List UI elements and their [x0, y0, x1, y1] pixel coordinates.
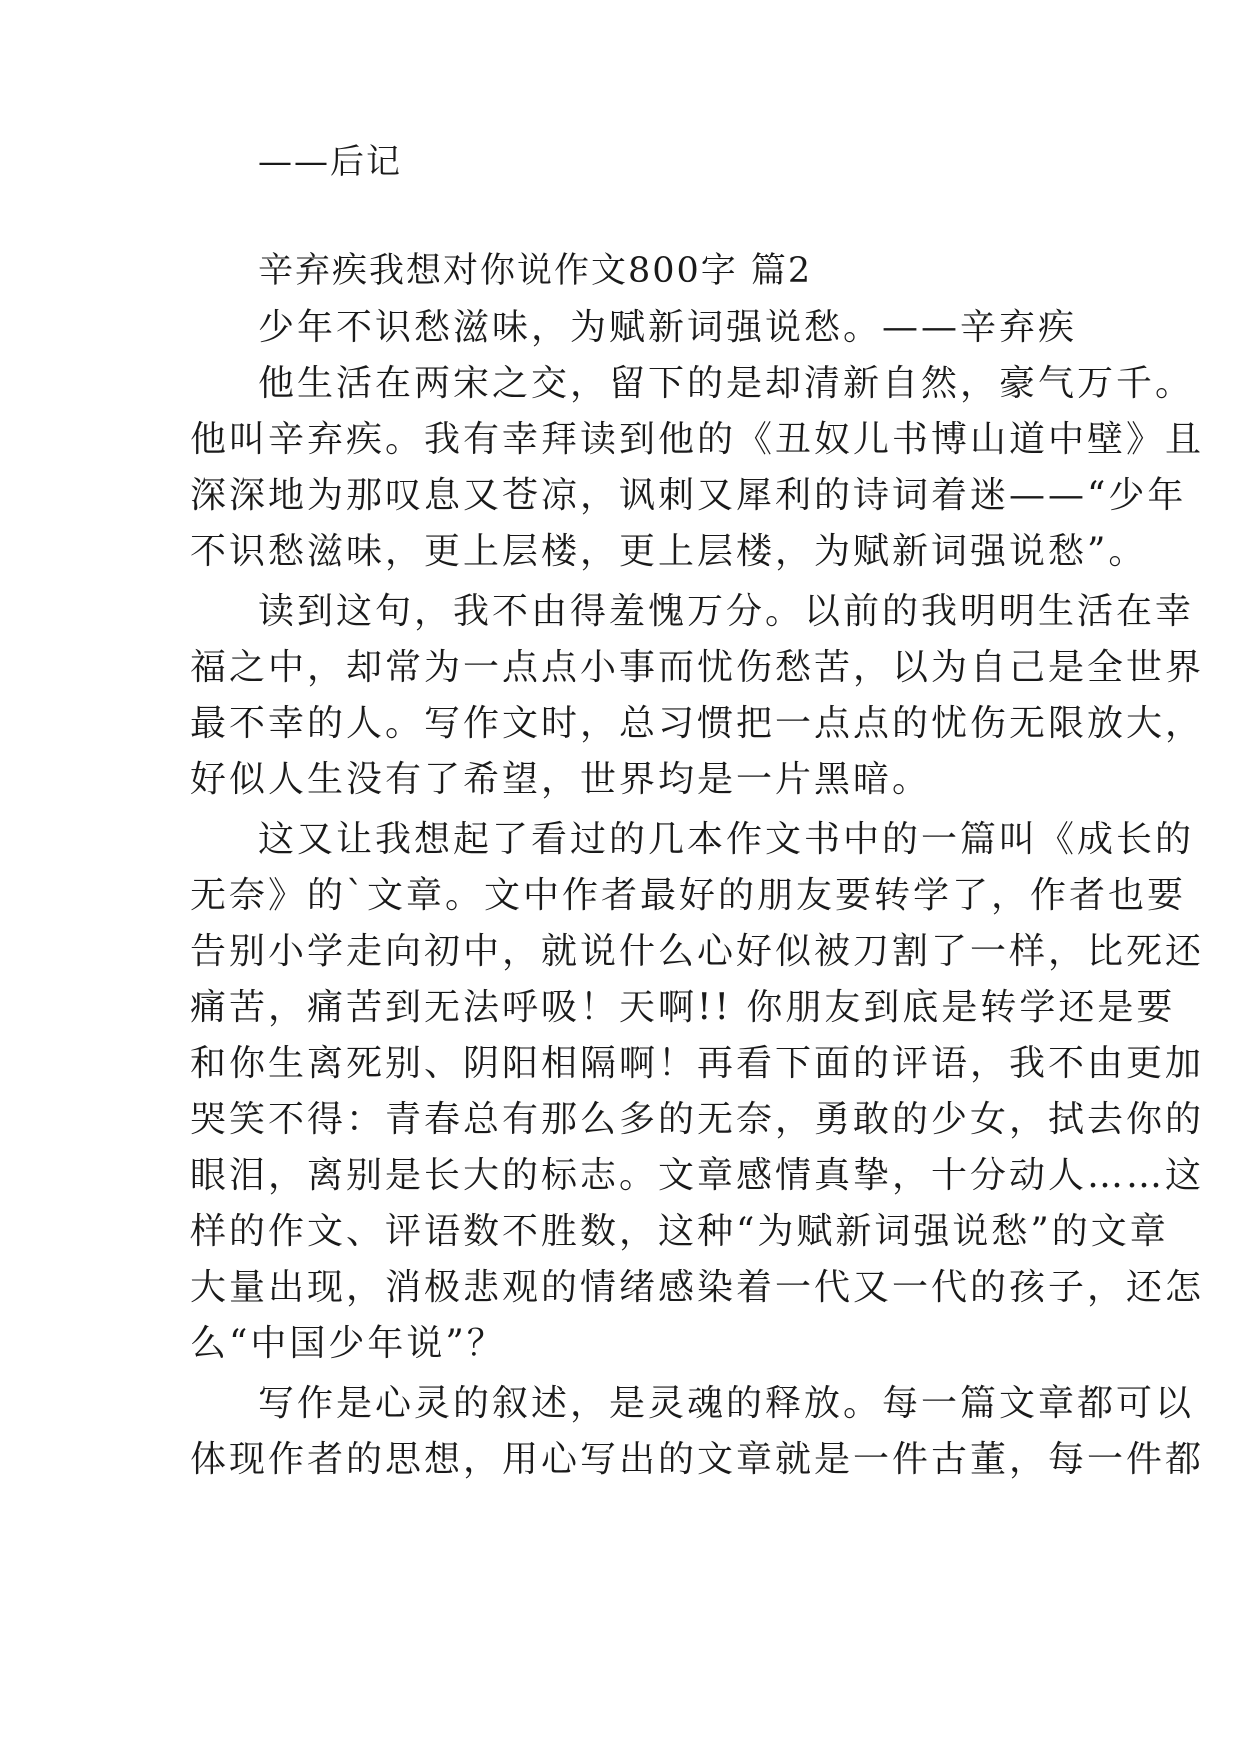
paragraph-line: 深深地为那叹息又苍凉，讽刺又犀利的诗词着迷——“少年	[190, 475, 1187, 516]
afterword-signature: ——后记	[258, 142, 402, 182]
paragraph-line: 不识愁滋味，更上层楼，更上层楼，为赋新词强说愁”。	[190, 531, 1148, 572]
paragraph-line: 福之中，却常为一点点小事而忧伤愁苦，以为自己是全世界	[190, 647, 1205, 688]
paragraph-line: 写作是心灵的叙述，是灵魂的释放。每一篇文章都可以	[258, 1383, 1195, 1424]
paragraph-line: 他生活在两宋之交，留下的是却清新自然，豪气万千。	[258, 363, 1195, 404]
paragraph-line: 哭笑不得：青春总有那么多的无奈，勇敢的少女，拭去你的	[190, 1099, 1205, 1140]
paragraph-line: 最不幸的人。写作文时，总习惯把一点点的忧伤无限放大，	[190, 703, 1205, 744]
paragraph-line: 眼泪，离别是长大的标志。文章感情真挚，十分动人……这	[190, 1155, 1205, 1196]
epigraph-quote: 少年不识愁滋味，为赋新词强说愁。——辛弃疾	[258, 307, 1078, 348]
paragraph-line: 这又让我想起了看过的几本作文书中的一篇叫《成长的	[258, 819, 1195, 860]
paragraph-line: 读到这句，我不由得羞愧万分。以前的我明明生活在幸	[258, 591, 1195, 632]
paragraph-line: 样的作文、评语数不胜数，这种“为赋新词强说愁”的文章	[190, 1211, 1169, 1252]
paragraph-line: 告别小学走向初中，就说什么心好似被刀割了一样，比死还	[190, 931, 1205, 972]
paragraph-line: 好似人生没有了希望，世界均是一片黑暗。	[190, 759, 932, 800]
paragraph-line: 么“中国少年说”？	[190, 1323, 506, 1364]
paragraph-line: 他叫辛弃疾。我有幸拜读到他的《丑奴儿书博山道中壁》且	[190, 419, 1205, 460]
paragraph-line: 和你生离死别、阴阳相隔啊！再看下面的评语，我不由更加	[190, 1043, 1205, 1084]
essay-title: 辛弃疾我想对你说作文800字 篇2	[258, 251, 813, 291]
paragraph-line: 大量出现，消极悲观的情绪感染着一代又一代的孩子，还怎	[190, 1267, 1205, 1308]
paragraph-line: 体现作者的思想，用心写出的文章就是一件古董，每一件都	[190, 1439, 1205, 1480]
paragraph-line: 痛苦，痛苦到无法呼吸！天啊!! 你朋友到底是转学还是要	[190, 987, 1176, 1028]
paragraph-line: 无奈》的`文章。文中作者最好的朋友要转学了，作者也要	[190, 875, 1187, 916]
